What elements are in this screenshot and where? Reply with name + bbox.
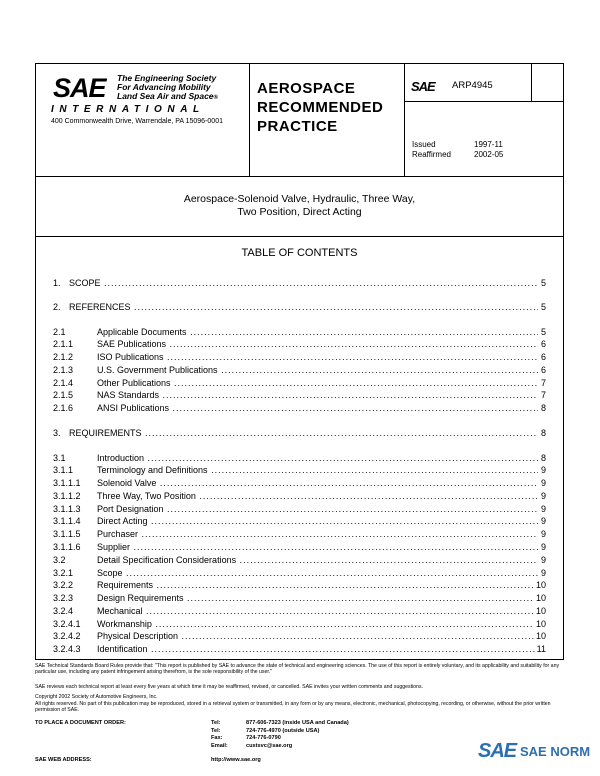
toc-entry[interactable] — [53, 555, 546, 566]
toc-entry-page: 10 — [535, 619, 546, 629]
toc-entry[interactable] — [53, 428, 546, 439]
contact-value: 724-776-4970 (outside USA) — [246, 727, 320, 734]
toc-entry[interactable] — [53, 491, 546, 502]
toc-entry[interactable] — [53, 278, 546, 289]
toc-heading: TABLE OF CONTENTS — [241, 247, 358, 259]
toc-entry[interactable] — [53, 542, 546, 553]
toc-entry[interactable] — [53, 644, 546, 655]
order-label: TO PLACE A DOCUMENT ORDER: — [35, 720, 126, 726]
toc-entry[interactable] — [53, 465, 546, 476]
sae-address: 400 Commonwealth Drive, Warrendale, PA 15096-0001 — [51, 118, 223, 125]
toc-entry-page: 5 — [540, 327, 546, 337]
toc-entry-number: 3.1.1.1 — [53, 478, 81, 488]
toc-entry-page: 5 — [540, 302, 546, 312]
toc-entry-number: 3.1.1.6 — [53, 542, 81, 552]
toc-entry[interactable] — [53, 390, 546, 401]
toc-entry[interactable] — [53, 302, 546, 313]
reaffirmed-label: Reaffirmed — [412, 150, 451, 159]
toc-entry-number: 3.2.4 — [53, 606, 74, 616]
toc-entry-number: 3.2.3 — [53, 593, 74, 603]
toc-entry[interactable] — [53, 631, 546, 642]
toc-entry-number: 3.1.1.3 — [53, 504, 81, 514]
toc-entry-title: ISO Publications ..... — [97, 352, 538, 363]
toc-entry-page: 5 — [540, 278, 546, 288]
toc-entry-title: Solenoid Valve ..... — [97, 478, 538, 489]
toc-entry-title: Applicable Documents ..... — [97, 327, 538, 338]
toc-entry-number: 3. — [53, 428, 61, 438]
toc-entry-title: REQUIREMENTS ..... — [69, 428, 538, 439]
toc-entry-number: 3.1.1.2 — [53, 491, 81, 501]
toc-entry-title: SAE Publications ..... — [97, 339, 538, 350]
review-text: SAE reviews each technical report at least every five years at which time it may be reaffirmed, revised, or cancelled. SAE invites your written comments and suggestions. — [35, 684, 423, 690]
toc-entry[interactable] — [53, 529, 546, 540]
toc-entry-title: Direct Acting ..... — [97, 516, 538, 527]
toc-entry-number: 2.1.5 — [53, 390, 74, 400]
toc-entry[interactable] — [53, 378, 546, 389]
reaffirmed-value: 2002-05 — [474, 150, 504, 159]
toc-entry-title: SCOPE ..... — [69, 278, 538, 289]
toc-entry[interactable] — [53, 327, 546, 338]
toc-entry-page: 9 — [540, 478, 546, 488]
contact-label: Fax: — [211, 735, 223, 742]
toc-entry-page: 6 — [540, 365, 546, 375]
toc-entry-page: 10 — [535, 580, 546, 590]
header-vline-3 — [531, 63, 532, 101]
toc-entry-title: U.S. Government Publications ..... — [97, 365, 538, 376]
toc-entry-page: 9 — [540, 529, 546, 539]
toc-entry-title: REFERENCES ..... — [69, 302, 538, 313]
toc-entry-title: Scope ..... — [97, 568, 538, 579]
toc-entry-number: 1. — [53, 278, 61, 288]
toc-entry-number: 3.2.2 — [53, 580, 74, 590]
copyright-text: Copyright 2002 Society of Automotive Engineers, Inc. — [35, 694, 158, 700]
toc-entry-number: 3.2.4.3 — [53, 644, 81, 654]
toc-entry-page: 7 — [540, 378, 546, 388]
toc-entry-page: 6 — [540, 339, 546, 349]
toc-entry-page: 9 — [540, 568, 546, 578]
toc-entry-number: 3.1.1 — [53, 465, 74, 475]
toc-entry-number: 2.1.3 — [53, 365, 74, 375]
norm-logo-sae: SAE — [478, 740, 517, 762]
toc-entry-number: 3.2.1 — [53, 568, 74, 578]
toc-entry-title: Design Requirements ..... — [97, 593, 538, 604]
toc-entry-title: Workmanship ..... — [97, 619, 538, 630]
title-divider — [35, 236, 564, 237]
header-divider — [35, 176, 564, 177]
toc-entry[interactable] — [53, 352, 546, 363]
toc-entry-number: 2.1.2 — [53, 352, 74, 362]
toc-entry-number: 2. — [53, 302, 61, 312]
toc-entry-page: 9 — [540, 555, 546, 565]
toc-entry-number: 2.1.4 — [53, 378, 74, 388]
toc-entry-page: 7 — [540, 390, 546, 400]
toc-entry-number: 2.1.6 — [53, 403, 74, 413]
toc-entry[interactable] — [53, 606, 546, 617]
toc-entry-title: NAS Standards ..... — [97, 390, 538, 401]
toc-entry-number: 3.1.1.5 — [53, 529, 81, 539]
toc-entry[interactable] — [53, 403, 546, 414]
toc-entry-number: 3.1.1.4 — [53, 516, 81, 526]
norm-logo-text: SAE NORM — [520, 744, 591, 759]
toc-entry-page: 10 — [535, 593, 546, 603]
small-sae-logo: SAE — [411, 79, 435, 94]
toc-entry[interactable] — [53, 593, 546, 604]
toc-entry-number: 3.2.4.1 — [53, 619, 81, 629]
toc-entry-title: Introduction ..... — [97, 453, 538, 464]
document-type: AEROSPACE RECOMMENDED PRACTICE — [257, 80, 384, 135]
toc-entry-page: 8 — [540, 453, 546, 463]
toc-entry[interactable] — [53, 478, 546, 489]
toc-entry-title: Other Publications ..... — [97, 378, 538, 389]
toc-entry-page: 8 — [540, 428, 546, 438]
toc-entry-number: 2.1 — [53, 327, 66, 337]
toc-entry[interactable] — [53, 453, 546, 464]
contact-value: custsvc@sae.org — [246, 742, 293, 749]
toc-entry-title: Requirements ..... — [97, 580, 538, 591]
society-tagline: The Engineering Society For Advancing Mobility Land Sea Air and Space® — [117, 73, 218, 101]
toc-entry-title: Identification ..... — [97, 644, 538, 655]
toc-entry-page: 9 — [540, 542, 546, 552]
toc-entry-title: ANSI Publications ..... — [97, 403, 538, 414]
toc-entry-title: Detail Specification Considerations ..... — [97, 555, 538, 566]
international-label: INTERNATIONAL — [51, 104, 205, 115]
header-vline-1 — [249, 63, 250, 176]
toc-entry-title: Physical Description ..... — [97, 631, 538, 642]
contact-label: Email: — [211, 742, 228, 749]
toc-entry-title: Terminology and Definitions ..... — [97, 465, 538, 476]
header-hline-small — [404, 101, 564, 102]
rules-text: SAE Technical Standards Board Rules provide that: "This report is published by SAE to advance the state of technical and engineering sciences. The use of this report is entirely voluntary, and its applicability and suitability for any particular use, including any patent infringement arising therefrom, is the sole responsibility of the user." — [35, 663, 560, 676]
toc-entry[interactable] — [53, 516, 546, 527]
sae-norm-logo — [478, 738, 591, 770]
sae-logo: SAE — [53, 73, 106, 103]
toc-entry[interactable] — [53, 339, 546, 350]
contact-value: 877-606-7323 (inside USA and Canada) — [246, 720, 349, 726]
contact-label: Tel: — [211, 727, 221, 734]
toc-entry-title: Three Way, Two Position ..... — [97, 491, 538, 502]
toc-entry-number: 3.1 — [53, 453, 66, 463]
document-number: ARP4945 — [452, 80, 493, 91]
header-vline-2 — [404, 63, 405, 176]
toc-entry-page: 11 — [536, 644, 546, 654]
toc-entry-title: Purchaser ..... — [97, 529, 538, 540]
toc-entry-page: 6 — [540, 352, 546, 362]
issued-value: 1997-11 — [474, 140, 503, 149]
issued-label: Issued — [412, 140, 436, 149]
contact-label: Tel: — [211, 720, 221, 726]
web-label: SAE WEB ADDRESS: — [35, 757, 92, 763]
toc-entry[interactable] — [53, 568, 546, 579]
toc-entry-page: 10 — [535, 631, 546, 641]
toc-entry-number: 3.2 — [53, 555, 66, 565]
toc-entry-title: Supplier ..... — [97, 542, 538, 553]
document-title: Aerospace-Solenoid Valve, Hydraulic, Three Way, Two Position, Direct Acting — [183, 193, 416, 218]
web-address[interactable]: http://www.sae.org — [211, 757, 261, 763]
toc-entry-number: 2.1.1 — [53, 339, 74, 349]
toc-entry-title: Mechanical ..... — [97, 606, 538, 617]
toc-entry[interactable] — [53, 619, 546, 630]
toc-entry-page: 9 — [540, 504, 546, 514]
toc-entry-page: 8 — [540, 403, 546, 413]
toc-entry[interactable] — [53, 365, 546, 376]
toc-entry[interactable] — [53, 580, 546, 591]
toc-entry-page: 9 — [540, 465, 546, 475]
toc-entry-page: 9 — [540, 491, 546, 501]
toc-entry[interactable] — [53, 504, 546, 515]
rights-text: All rights reserved. No part of this publication may be reproduced, stored in a retrieval system or transmitted, in any form or by any means, electronic, mechanical, photocopying, recording, or otherwise, without the prior written permission of SAE. — [35, 701, 551, 714]
toc-entry-page: 10 — [535, 606, 546, 616]
contact-value: 724-776-0790 — [246, 735, 281, 742]
toc-entry-title: Port Designation ..... — [97, 504, 538, 515]
toc-entry-number: 3.2.4.2 — [53, 631, 81, 641]
toc-entry-page: 9 — [540, 516, 546, 526]
